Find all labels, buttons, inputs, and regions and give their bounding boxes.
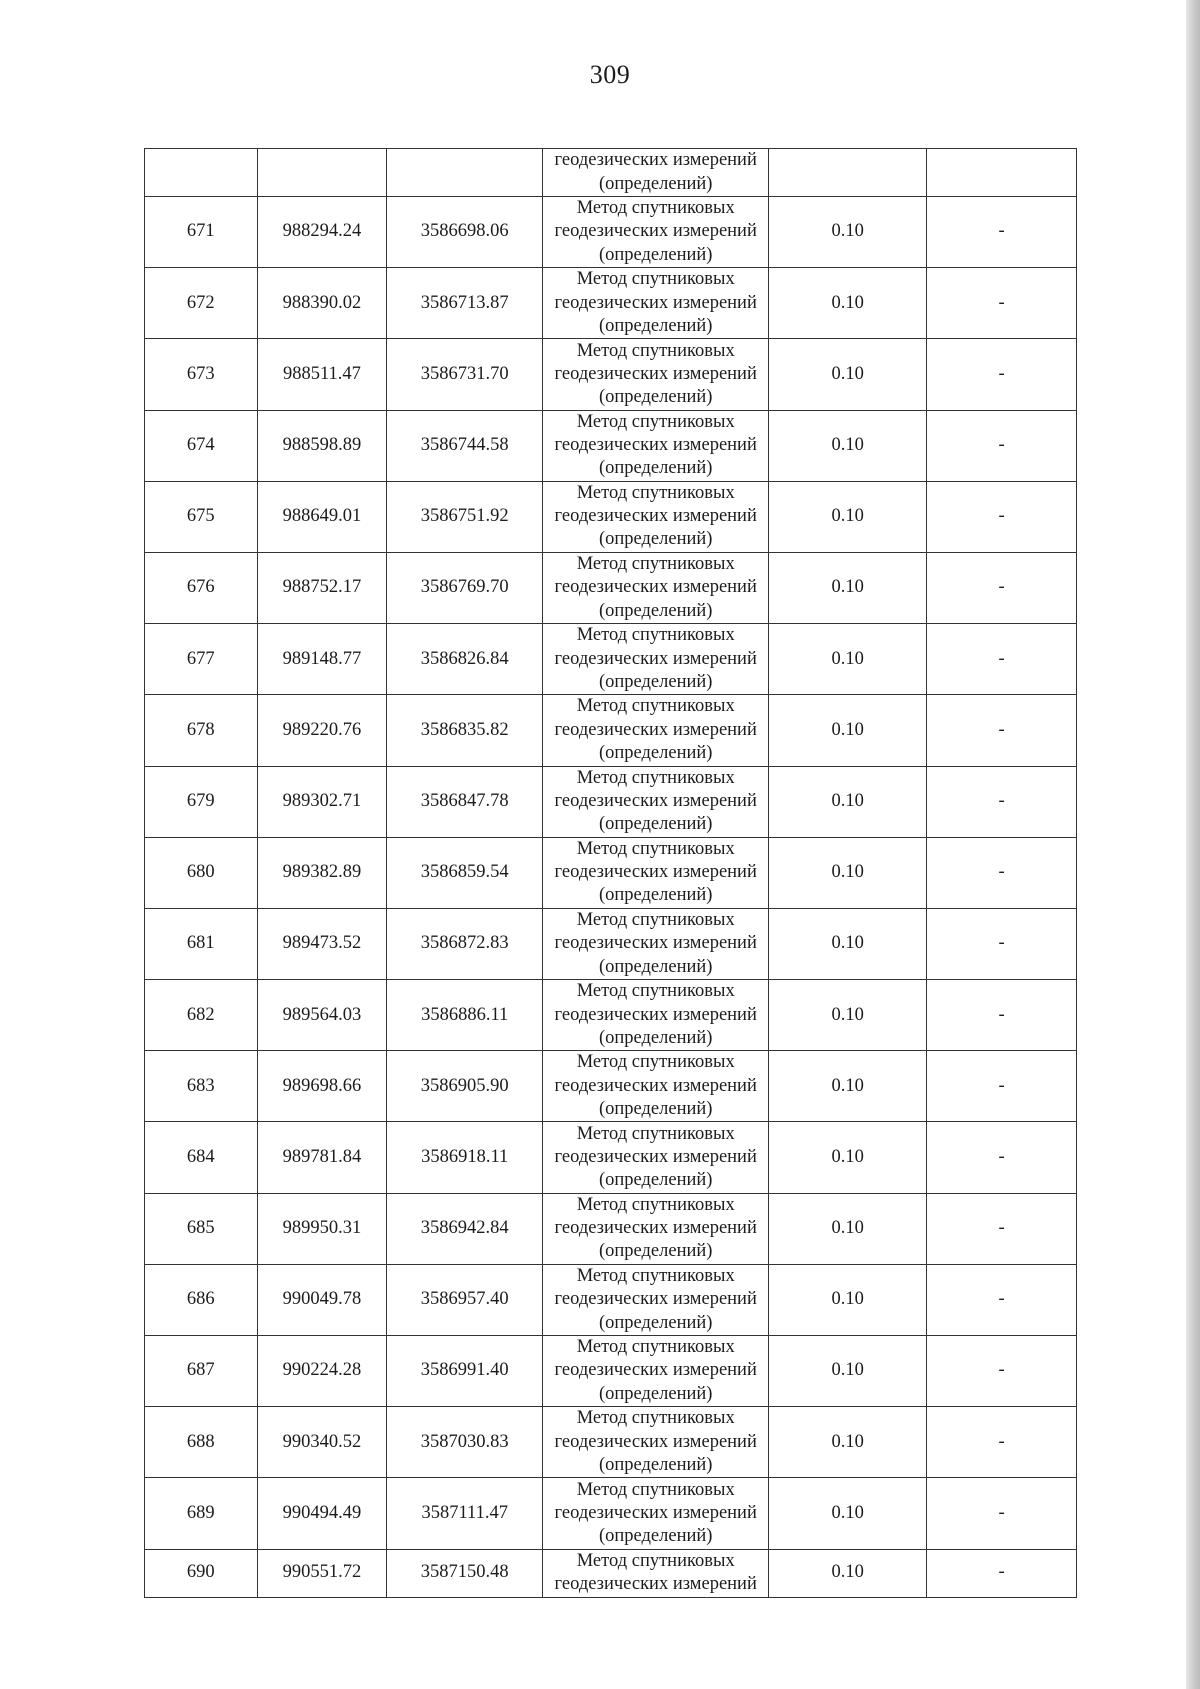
cell-accuracy: 0.10 [769,1122,927,1193]
cell-point-number: 672 [145,268,258,339]
cell-y: 3587030.83 [387,1407,543,1478]
table-row [145,1407,1077,1478]
cell-y: 3586886.11 [387,980,543,1051]
method-line: Метод спутниковых [576,1550,735,1571]
cell-method [543,980,769,1051]
cell-point-number: 683 [145,1051,258,1122]
cell-x: 989564.03 [257,980,387,1051]
method-line: Метод спутниковых [576,910,735,931]
cell-accuracy: 0.10 [769,624,927,695]
cell-accuracy: 0.10 [769,695,927,766]
table-row [145,624,1077,695]
cell-method [543,766,769,837]
cell-point-number: 689 [145,1478,258,1549]
method-line: Метод спутниковых [576,1123,735,1144]
cell-y: 3586905.90 [387,1051,543,1122]
method-line: Метод спутниковых [576,1194,735,1215]
table-row [145,1264,1077,1335]
cell-y: 3586859.54 [387,837,543,908]
cell-y: 3587111.47 [387,1478,543,1549]
cell-extra: - [927,1264,1077,1335]
cell-x: 989698.66 [257,1051,387,1122]
cell-x: 989148.77 [257,624,387,695]
method-line: (определений) [598,1383,713,1404]
table-row [145,1336,1077,1407]
method-line: геодезических измерений [554,1431,757,1452]
method-line: (определений) [598,315,713,336]
table-row [145,268,1077,339]
method-line: геодезических измерений [554,506,757,527]
method-line: (определений) [598,1454,713,1475]
table-row [145,980,1077,1051]
cell-extra: - [927,410,1077,481]
table-row [145,1478,1077,1549]
cell-point-number: 671 [145,197,258,268]
cell-x: 990049.78 [257,1264,387,1335]
cell-y: 3586835.82 [387,695,543,766]
cell-accuracy: 0.10 [769,1478,927,1549]
cell-x: 988752.17 [257,552,387,623]
cell-accuracy: 0.10 [769,268,927,339]
cell-x: 988649.01 [257,481,387,552]
method-line: Метод спутниковых [576,696,735,717]
cell-extra [927,149,1077,197]
cell-extra: - [927,980,1077,1051]
cell-extra: - [927,339,1077,410]
cell-y: 3586957.40 [387,1264,543,1335]
cell-x: 990551.72 [257,1549,387,1597]
cell-x: 989220.76 [257,695,387,766]
method-line: Метод спутниковых [576,1052,735,1073]
table-row [145,837,1077,908]
cell-point-number: 678 [145,695,258,766]
method-line: (определений) [598,600,713,621]
cell-accuracy: 0.10 [769,1549,927,1597]
method-line: геодезических измерений [554,790,757,811]
cell-point-number: 684 [145,1122,258,1193]
cell-point-number: 686 [145,1264,258,1335]
cell-x: 989473.52 [257,908,387,979]
method-line: Метод спутниковых [576,269,735,290]
cell-y: 3586751.92 [387,481,543,552]
cell-method [543,339,769,410]
method-line: геодезических измерений [554,1075,757,1096]
table-row [145,339,1077,410]
method-line: Метод спутниковых [576,838,735,859]
cell-y: 3586769.70 [387,552,543,623]
table-row [145,1122,1077,1193]
table-row [145,908,1077,979]
method-line: (определений) [598,1312,713,1333]
cell-method [543,1478,769,1549]
cell-y: 3586847.78 [387,766,543,837]
cell-point-number: 675 [145,481,258,552]
cell-method [543,268,769,339]
cell-method [543,481,769,552]
cell-point-number: 688 [145,1407,258,1478]
cell-y: 3586698.06 [387,197,543,268]
cell-method [543,1407,769,1478]
table-row [145,481,1077,552]
table-row [145,1193,1077,1264]
method-line: (определений) [598,1098,713,1119]
method-line: (определений) [598,956,713,977]
method-line: (определений) [598,743,713,764]
cell-x: 988511.47 [257,339,387,410]
cell-accuracy: 0.10 [769,481,927,552]
cell-method [543,410,769,481]
cell-y: 3586991.40 [387,1336,543,1407]
method-line: (определений) [598,173,713,194]
cell-method [543,908,769,979]
cell-x [257,149,387,197]
cell-method [543,1264,769,1335]
cell-y: 3586872.83 [387,908,543,979]
cell-point-number: 680 [145,837,258,908]
method-line: Метод спутниковых [576,767,735,788]
table-row [145,197,1077,268]
cell-method [543,149,769,197]
cell-x: 990494.49 [257,1478,387,1549]
cell-extra: - [927,908,1077,979]
cell-point-number: 690 [145,1549,258,1597]
method-line: Метод спутниковых [576,1408,735,1429]
method-line: Метод спутниковых [576,1479,735,1500]
cell-point-number: 682 [145,980,258,1051]
method-line: геодезических измерений [554,292,757,313]
method-line: (определений) [598,885,713,906]
method-line: (определений) [598,387,713,408]
cell-extra: - [927,1336,1077,1407]
cell-accuracy: 0.10 [769,766,927,837]
cell-point-number: 677 [145,624,258,695]
cell-x: 989950.31 [257,1193,387,1264]
cell-x: 990224.28 [257,1336,387,1407]
cell-y: 3586744.58 [387,410,543,481]
cell-accuracy: 0.10 [769,1193,927,1264]
method-line: Метод спутниковых [576,340,735,361]
cell-y: 3587150.48 [387,1549,543,1597]
cell-accuracy: 0.10 [769,552,927,623]
cell-x: 989302.71 [257,766,387,837]
cell-x: 988598.89 [257,410,387,481]
method-line: Метод спутниковых [576,411,735,432]
cell-accuracy: 0.10 [769,410,927,481]
cell-method [543,1549,769,1597]
method-line: Метод спутниковых [576,482,735,503]
cell-x: 988294.24 [257,197,387,268]
coordinates-table-body [145,149,1077,1598]
cell-point-number: 685 [145,1193,258,1264]
cell-point-number: 687 [145,1336,258,1407]
cell-method [543,197,769,268]
cell-y: 3586713.87 [387,268,543,339]
method-line: геодезических измерений [554,719,757,740]
method-line: (определений) [598,1027,713,1048]
cell-accuracy: 0.10 [769,339,927,410]
cell-point-number: 674 [145,410,258,481]
method-line: Метод спутниковых [576,1337,735,1358]
cell-accuracy: 0.10 [769,1264,927,1335]
method-line: геодезических измерений [554,1360,757,1381]
method-line: Метод спутниковых [576,981,735,1002]
cell-point-number: 681 [145,908,258,979]
page-number: 309 [589,60,631,89]
method-line: (определений) [598,458,713,479]
cell-point-number [145,149,258,197]
cell-method [543,624,769,695]
method-line: геодезических измерений [554,1004,757,1025]
table-row [145,1051,1077,1122]
cell-y [387,149,543,197]
method-line: Метод спутниковых [576,198,735,219]
cell-point-number: 679 [145,766,258,837]
cell-extra: - [927,766,1077,837]
cell-extra: - [927,837,1077,908]
method-line: (определений) [598,1526,713,1547]
method-line: геодезических измерений [554,862,757,883]
cell-method [543,1193,769,1264]
method-line: Метод спутниковых [576,554,735,575]
cell-extra: - [927,481,1077,552]
cell-extra: - [927,695,1077,766]
cell-method [543,837,769,908]
method-line: (определений) [598,814,713,835]
table-row [145,695,1077,766]
method-line: геодезических измерений [554,363,757,384]
method-line: Метод спутниковых [576,1265,735,1286]
method-line: (определений) [598,529,713,550]
cell-accuracy [769,149,927,197]
method-line: геодезических измерений [554,435,757,455]
cell-method [543,1122,769,1193]
cell-y: 3586942.84 [387,1193,543,1264]
method-line: геодезических измерений [554,1502,757,1523]
cell-accuracy: 0.10 [769,908,927,979]
cell-method [543,552,769,623]
cell-accuracy: 0.10 [769,197,927,268]
method-line: (определений) [598,671,713,692]
cell-point-number: 673 [145,339,258,410]
cell-extra: - [927,197,1077,268]
table-row [145,1549,1077,1597]
cell-extra: - [927,1051,1077,1122]
cell-x: 989382.89 [257,837,387,908]
cell-y: 3586918.11 [387,1122,543,1193]
cell-extra: - [927,1478,1077,1549]
method-line: геодезических измерений [554,933,757,954]
cell-method [543,1336,769,1407]
cell-x: 990340.52 [257,1407,387,1478]
cell-accuracy: 0.10 [769,1407,927,1478]
cell-accuracy: 0.10 [769,837,927,908]
cell-extra: - [927,1407,1077,1478]
method-line: (определений) [598,244,713,265]
method-line: геодезических измерений [554,1218,757,1239]
cell-extra: - [927,624,1077,695]
cell-extra: - [927,552,1077,623]
cell-method [543,695,769,766]
cell-x: 988390.02 [257,268,387,339]
method-line: геодезических измерений [554,1146,757,1167]
cell-y: 3586826.84 [387,624,543,695]
cell-method [543,1051,769,1122]
coordinates-table [144,148,1077,1598]
page-edge-shadow [1186,0,1200,1689]
cell-extra: - [927,268,1077,339]
cell-accuracy: 0.10 [769,980,927,1051]
table-row [145,552,1077,623]
method-line: геодезических измерений [554,1289,757,1310]
method-line: геодезических измерений [554,221,757,242]
method-line: геодезических измерений [554,577,757,598]
method-line: геодезических измерений [554,648,757,669]
cell-accuracy: 0.10 [769,1051,927,1122]
cell-point-number: 676 [145,552,258,623]
cell-x: 989781.84 [257,1122,387,1193]
method-line: Метод спутниковых [576,625,735,646]
cell-extra: - [927,1193,1077,1264]
table-row [145,766,1077,837]
table-row [145,410,1077,481]
cell-extra: - [927,1122,1077,1193]
cell-y: 3586731.70 [387,339,543,410]
method-line: геодезических измерений [554,1574,757,1595]
table-row-continuation [145,149,1077,197]
cell-extra: - [927,1549,1077,1597]
method-line: (определений) [598,1170,713,1191]
method-line: (определений) [598,1241,713,1262]
method-line: геодезических измерений [554,150,757,171]
cell-accuracy: 0.10 [769,1336,927,1407]
